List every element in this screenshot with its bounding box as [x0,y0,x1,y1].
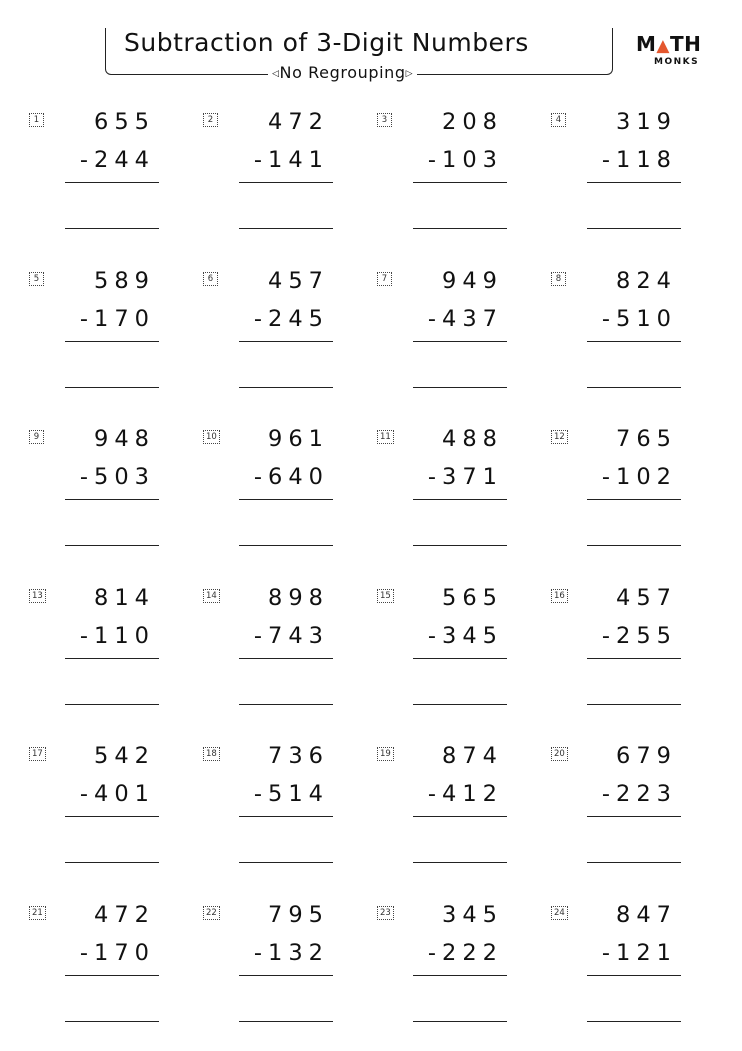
operation-line [65,182,159,183]
answer-line[interactable] [413,545,507,546]
problem-number: 5 [29,272,44,286]
problem-number: 11 [377,430,394,444]
subtraction-problem [26,259,200,418]
subtraction-problem [26,100,200,259]
problem-number: 24 [551,906,568,920]
subtrahend: -132 [243,938,329,968]
answer-line[interactable] [65,704,159,705]
subtraction-problem [374,734,548,893]
problem-number: 8 [551,272,566,286]
answer-line[interactable] [587,387,681,388]
logo-wordmark: M▲TH [636,34,716,56]
operation-line [239,816,333,817]
answer-line[interactable] [65,387,159,388]
subtrahend: -345 [417,621,503,651]
operation-line [239,182,333,183]
answer-line[interactable] [65,228,159,229]
answer-line[interactable] [413,228,507,229]
answer-line[interactable] [239,862,333,863]
operation-line [413,975,507,976]
minuend: 472 [243,107,329,137]
minuend: 208 [417,107,503,137]
subtrahend: -103 [417,145,503,175]
minuend: 961 [243,424,329,454]
subtraction-problem [374,893,548,1051]
subtrahend: -223 [591,779,677,809]
subtraction-problem [200,893,374,1051]
operation-line [587,499,681,500]
problem-number: 4 [551,113,566,127]
problem-number: 9 [29,430,44,444]
operation-line [413,341,507,342]
operation-line [413,816,507,817]
answer-line[interactable] [587,545,681,546]
subtrahend: -110 [69,621,155,651]
operation-line [239,975,333,976]
minuend: 765 [591,424,677,454]
subtraction-problem [200,576,374,735]
subtrahend: -412 [417,779,503,809]
answer-line[interactable] [587,1021,681,1022]
subtraction-problem [200,734,374,893]
minuend: 736 [243,741,329,771]
answer-line[interactable] [239,228,333,229]
subtraction-problem [200,259,374,418]
subtraction-problem [374,417,548,576]
answer-line[interactable] [587,228,681,229]
answer-line[interactable] [587,704,681,705]
operation-line [65,499,159,500]
subtrahend: -244 [69,145,155,175]
subtrahend: -170 [69,304,155,334]
logo-triangle-icon: ▲ [656,36,670,56]
minuend: 874 [417,741,503,771]
problem-number: 13 [29,589,46,603]
answer-line[interactable] [413,387,507,388]
subtraction-problem [26,893,200,1051]
answer-line[interactable] [413,704,507,705]
subtrahend: -371 [417,462,503,492]
worksheet-subtitle [268,62,417,85]
subtraction-problem [374,259,548,418]
problem-number: 18 [203,747,220,761]
minuend: 824 [591,266,677,296]
operation-line [65,341,159,342]
subtrahend: -743 [243,621,329,651]
subtraction-problem [200,417,374,576]
subtrahend: -255 [591,621,677,651]
subtraction-problem [200,100,374,259]
operation-line [587,182,681,183]
operation-line [65,975,159,976]
subtrahend: -170 [69,938,155,968]
problem-number: 20 [551,747,568,761]
minuend: 948 [69,424,155,454]
operation-line [587,816,681,817]
subtrahend: -514 [243,779,329,809]
problem-number: 14 [203,589,220,603]
minuend: 472 [69,900,155,930]
problem-number: 17 [29,747,46,761]
problem-number: 12 [551,430,568,444]
minuend: 814 [69,583,155,613]
subtrahend: -118 [591,145,677,175]
subtrahend: -401 [69,779,155,809]
minuend: 565 [417,583,503,613]
subtraction-problem [548,734,722,893]
problem-number: 19 [377,747,394,761]
minuend: 488 [417,424,503,454]
subtraction-problem [26,734,200,893]
subtrahend: -245 [243,304,329,334]
answer-line[interactable] [65,862,159,863]
subtitle-text: No Regrouping [280,63,406,82]
subtraction-problem [548,576,722,735]
answer-line[interactable] [65,545,159,546]
problem-number: 7 [377,272,392,286]
problem-number: 3 [377,113,392,127]
answer-line[interactable] [239,1021,333,1022]
subtrahend: -141 [243,145,329,175]
minuend: 542 [69,741,155,771]
minuend: 319 [591,107,677,137]
operation-line [239,341,333,342]
subtraction-problem [26,576,200,735]
minuend: 795 [243,900,329,930]
minuend: 898 [243,583,329,613]
subtraction-problem [548,100,722,259]
subtraction-problem [548,259,722,418]
problem-number: 15 [377,589,394,603]
answer-line[interactable] [65,1021,159,1022]
operation-line [587,658,681,659]
math-monks-logo [636,34,716,70]
subtrahend: -640 [243,462,329,492]
subtraction-problem [26,417,200,576]
operation-line [65,658,159,659]
subtrahend: -437 [417,304,503,334]
operation-line [239,658,333,659]
answer-line[interactable] [587,862,681,863]
operation-line [239,499,333,500]
problem-number: 6 [203,272,218,286]
left-triangle-icon: ◁ [272,69,280,79]
operation-line [413,182,507,183]
right-triangle-icon: ▷ [406,69,414,79]
subtraction-problem [374,100,548,259]
operation-line [413,499,507,500]
problem-number: 1 [29,113,44,127]
answer-line[interactable] [413,1021,507,1022]
worksheet-title: Subtraction of 3-Digit Numbers [118,26,535,60]
operation-line [587,341,681,342]
problem-number: 2 [203,113,218,127]
minuend: 589 [69,266,155,296]
minuend: 457 [591,583,677,613]
problem-grid [26,100,722,1051]
subtrahend: -503 [69,462,155,492]
answer-line[interactable] [413,862,507,863]
minuend: 679 [591,741,677,771]
operation-line [65,816,159,817]
minuend: 345 [417,900,503,930]
problem-number: 16 [551,589,568,603]
minuend: 457 [243,266,329,296]
problem-number: 22 [203,906,220,920]
minuend: 847 [591,900,677,930]
subtraction-problem [374,576,548,735]
answer-line[interactable] [239,545,333,546]
operation-line [413,658,507,659]
minuend: 655 [69,107,155,137]
subtrahend: -222 [417,938,503,968]
operation-line [587,975,681,976]
minuend: 949 [417,266,503,296]
subtraction-problem [548,417,722,576]
problem-number: 10 [203,430,220,444]
logo-subtext: MONKS [654,56,716,68]
subtraction-problem [548,893,722,1051]
problem-number: 21 [29,906,46,920]
problem-number: 23 [377,906,394,920]
answer-line[interactable] [239,704,333,705]
answer-line[interactable] [239,387,333,388]
subtrahend: -102 [591,462,677,492]
subtrahend: -510 [591,304,677,334]
subtrahend: -121 [591,938,677,968]
